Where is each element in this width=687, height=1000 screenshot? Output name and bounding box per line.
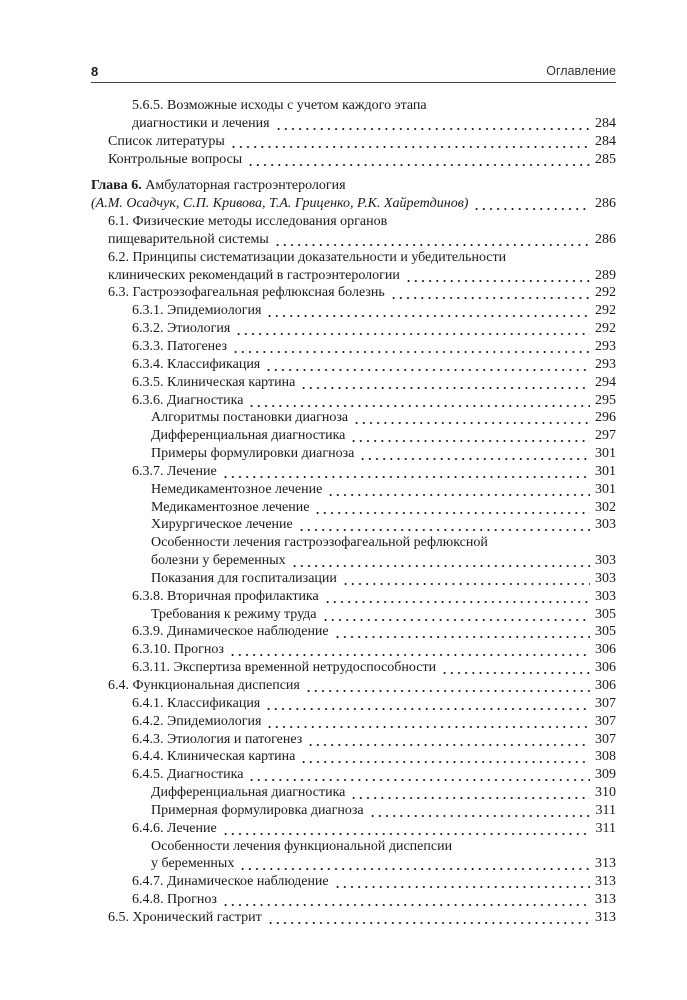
toc-entry-text: 6.3.4. Классификация bbox=[132, 356, 263, 374]
toc-page-number: 313 bbox=[590, 873, 616, 891]
toc-page-number: 307 bbox=[590, 713, 616, 731]
toc-entry-text: Показания для госпитализации bbox=[151, 570, 340, 588]
toc-entry-text: Требования к режиму труда bbox=[151, 606, 320, 624]
dot-leader bbox=[272, 231, 590, 249]
toc-entry-text: 6.3.8. Вторичная профилактика bbox=[132, 588, 322, 606]
dot-leader bbox=[471, 195, 590, 213]
toc-entry-text: 6.3. Гастроэзофагеальная рефлюксная болезнь bbox=[108, 284, 388, 302]
toc-entry[interactable] bbox=[91, 338, 616, 356]
toc-page-number: 309 bbox=[590, 766, 616, 784]
toc-page-number: 293 bbox=[590, 356, 616, 374]
toc-entry-text: 6.4.2. Эпидемиология bbox=[132, 713, 264, 731]
toc-entry-text: клинических рекомендаций в гастроэнтерологии bbox=[108, 267, 403, 285]
toc-entry-text: Примерная формулировка диагноза bbox=[151, 802, 367, 820]
toc-page-number: 289 bbox=[590, 267, 616, 285]
toc-entry[interactable] bbox=[91, 427, 616, 445]
dot-leader bbox=[357, 445, 590, 463]
dot-leader bbox=[312, 499, 590, 517]
toc-entry-text: 6.3.11. Экспертиза временной нетрудоспособности bbox=[132, 659, 439, 677]
toc-entry[interactable] bbox=[91, 873, 616, 891]
toc-page-number: 301 bbox=[590, 445, 616, 463]
dot-leader bbox=[403, 267, 590, 285]
toc-page-number: 310 bbox=[590, 784, 616, 802]
toc-page-number: 292 bbox=[590, 284, 616, 302]
dot-leader bbox=[439, 659, 590, 677]
toc-page-number: 306 bbox=[590, 677, 616, 695]
toc-page-number: 308 bbox=[590, 748, 616, 766]
toc-page-number: 284 bbox=[590, 115, 616, 133]
toc-entry[interactable] bbox=[91, 409, 616, 427]
toc-entry[interactable] bbox=[91, 481, 616, 499]
toc-entry[interactable] bbox=[91, 445, 616, 463]
dot-leader bbox=[320, 606, 590, 624]
toc-entry-text: Алгоритмы постановки диагноза bbox=[151, 409, 351, 427]
toc-entry-text: 6.3.2. Этиология bbox=[132, 320, 233, 338]
toc-entry[interactable] bbox=[91, 748, 616, 766]
toc-entry-text: 6.4.1. Классификация bbox=[132, 695, 263, 713]
dot-leader bbox=[289, 552, 590, 570]
toc-entry-text: Контрольные вопросы bbox=[108, 151, 245, 169]
toc-entry-text: 6.3.9. Динамическое наблюдение bbox=[132, 623, 332, 641]
toc-entry-text: 6.3.6. Диагностика bbox=[132, 392, 246, 410]
toc-page-number: 292 bbox=[590, 320, 616, 338]
toc-entry[interactable] bbox=[91, 463, 616, 481]
toc-entry-text: Примеры формулировки диагноза bbox=[151, 445, 357, 463]
toc-entry-text: болезни у беременных bbox=[151, 552, 289, 570]
toc-page-number: 313 bbox=[590, 891, 616, 909]
dot-leader bbox=[220, 463, 590, 481]
toc-entry[interactable] bbox=[91, 766, 616, 784]
toc-entry-text: 6.4.4. Клиническая картина bbox=[132, 748, 298, 766]
toc-page-number: 303 bbox=[590, 552, 616, 570]
toc-entry-text: диагностики и лечения bbox=[132, 115, 273, 133]
toc-page-number: 305 bbox=[590, 606, 616, 624]
toc-entry[interactable] bbox=[91, 374, 616, 392]
dot-leader bbox=[332, 623, 590, 641]
toc-entry-text: Особенности лечения гастроэзофагеальной рефлюксной bbox=[151, 535, 488, 551]
dot-leader bbox=[263, 356, 590, 374]
chapter-label: Глава 6. bbox=[91, 178, 142, 194]
dot-leader bbox=[367, 802, 590, 820]
toc-page-number: 307 bbox=[590, 731, 616, 749]
toc-page-number: 301 bbox=[590, 463, 616, 481]
toc-entry[interactable] bbox=[91, 516, 616, 534]
toc-entry[interactable] bbox=[91, 133, 616, 151]
toc-entry-text: 5.6.5. Возможные исходы с учетом каждого этапа bbox=[132, 98, 427, 113]
toc-page-number: 303 bbox=[590, 570, 616, 588]
toc-entry-text: 6.3.10. Прогноз bbox=[132, 641, 227, 659]
toc-entry-text: 6.3.5. Клиническая картина bbox=[132, 374, 298, 392]
toc-entry-text: 6.4.6. Лечение bbox=[132, 820, 220, 838]
toc-entry[interactable] bbox=[91, 784, 616, 802]
toc-entry[interactable] bbox=[91, 356, 616, 374]
dot-leader bbox=[305, 731, 590, 749]
toc-entry[interactable] bbox=[91, 213, 616, 249]
toc-entry[interactable] bbox=[91, 284, 616, 302]
dot-leader bbox=[351, 409, 590, 427]
running-title: Оглавление bbox=[546, 64, 616, 78]
dot-leader bbox=[228, 133, 590, 151]
toc-entry-text: 6.4. Функциональная диспепсия bbox=[108, 677, 303, 695]
toc-entry-text: у беременных bbox=[151, 855, 237, 873]
toc-entry[interactable] bbox=[91, 392, 616, 410]
toc-entry[interactable] bbox=[91, 588, 616, 606]
toc-entry[interactable] bbox=[91, 659, 616, 677]
toc-page-number: 303 bbox=[590, 516, 616, 534]
toc-page-number: 285 bbox=[590, 151, 616, 169]
toc-page-number: 311 bbox=[590, 820, 616, 838]
dot-leader bbox=[325, 481, 590, 499]
dot-leader bbox=[296, 516, 590, 534]
toc-entry-text: Медикаментозное лечение bbox=[151, 499, 312, 517]
chapter-authors: (А.М. Осадчук, С.П. Кривова, Т.А. Гриценко, Р.К. Хайретдинов) bbox=[91, 195, 471, 213]
toc-entry[interactable] bbox=[91, 606, 616, 624]
toc-page-number: 302 bbox=[590, 499, 616, 517]
toc-entry[interactable] bbox=[91, 302, 616, 320]
toc-entry-text: Особенности лечения функциональной диспепсии bbox=[151, 838, 453, 854]
dot-leader bbox=[246, 766, 590, 784]
dot-leader bbox=[298, 748, 590, 766]
running-header bbox=[91, 62, 616, 83]
dot-leader bbox=[220, 891, 590, 909]
toc-entry-text: Дифференциальная диагностика bbox=[151, 427, 348, 445]
dot-leader bbox=[264, 302, 590, 320]
toc-entry[interactable] bbox=[91, 534, 616, 570]
dot-leader bbox=[237, 855, 590, 873]
dot-leader bbox=[273, 115, 590, 133]
toc-entry[interactable] bbox=[91, 249, 616, 285]
toc-entry-text: 6.4.5. Диагностика bbox=[132, 766, 246, 784]
dot-leader bbox=[233, 320, 590, 338]
toc-entry-text: Дифференциальная диагностика bbox=[151, 784, 348, 802]
dot-leader bbox=[245, 151, 590, 169]
toc-chapter-entry[interactable] bbox=[91, 177, 616, 213]
toc-entry-text: Хирургическое лечение bbox=[151, 516, 296, 534]
toc-page-number: 301 bbox=[590, 481, 616, 499]
dot-leader bbox=[303, 677, 590, 695]
toc-page-number: 305 bbox=[590, 623, 616, 641]
toc-page-number: 294 bbox=[590, 374, 616, 392]
toc-page-number: 292 bbox=[590, 302, 616, 320]
toc-entry[interactable] bbox=[91, 97, 616, 133]
toc-entry[interactable] bbox=[91, 713, 616, 731]
toc-entry[interactable] bbox=[91, 820, 616, 838]
toc-entry[interactable] bbox=[91, 891, 616, 909]
dot-leader bbox=[265, 909, 590, 927]
page-number: 8 bbox=[91, 64, 99, 79]
dot-leader bbox=[220, 820, 590, 838]
dot-leader bbox=[230, 338, 590, 356]
dot-leader bbox=[227, 641, 590, 659]
dot-leader bbox=[322, 588, 590, 606]
toc-entry-text: 6.4.7. Динамическое наблюдение bbox=[132, 873, 332, 891]
toc-page-number: 313 bbox=[590, 909, 616, 927]
toc-page-number: 295 bbox=[590, 392, 616, 410]
dot-leader bbox=[348, 784, 590, 802]
toc-page-number: 303 bbox=[590, 588, 616, 606]
dot-leader bbox=[348, 427, 590, 445]
toc-page-number: 284 bbox=[590, 133, 616, 151]
toc-entry[interactable] bbox=[91, 838, 616, 874]
toc-entry[interactable] bbox=[91, 802, 616, 820]
toc-entry[interactable] bbox=[91, 151, 616, 169]
toc-page-number: 297 bbox=[590, 427, 616, 445]
toc-entry-text: 6.3.1. Эпидемиология bbox=[132, 302, 264, 320]
toc-entry-text: 6.3.3. Патогенез bbox=[132, 338, 230, 356]
toc-page-number: 306 bbox=[590, 659, 616, 677]
toc-page-number: 313 bbox=[590, 855, 616, 873]
dot-leader bbox=[388, 284, 590, 302]
toc-entry[interactable] bbox=[91, 677, 616, 695]
chapter-title: Амбулаторная гастроэнтерология bbox=[145, 178, 346, 194]
toc-entry-text: 6.5. Хронический гастрит bbox=[108, 909, 265, 927]
dot-leader bbox=[332, 873, 590, 891]
toc-page-number: 306 bbox=[590, 641, 616, 659]
toc-entry-text: Немедикаментозное лечение bbox=[151, 481, 325, 499]
dot-leader bbox=[246, 392, 590, 410]
toc-entry[interactable] bbox=[91, 320, 616, 338]
toc-entry[interactable] bbox=[91, 623, 616, 641]
dot-leader bbox=[263, 695, 590, 713]
toc-entry[interactable] bbox=[91, 909, 616, 927]
toc-page-number: 311 bbox=[590, 802, 616, 820]
toc-entry-text: 6.1. Физические методы исследования органов bbox=[108, 214, 388, 230]
toc-page-number: 286 bbox=[590, 195, 616, 213]
toc-entry-text: 6.4.8. Прогноз bbox=[132, 891, 220, 909]
toc-entry-text: 6.4.3. Этиология и патогенез bbox=[132, 731, 305, 749]
toc-entry[interactable] bbox=[91, 641, 616, 659]
toc-page-number: 286 bbox=[590, 231, 616, 249]
toc-entry-text: 6.2. Принципы систематизации доказательности и убедительности bbox=[108, 249, 507, 265]
table-of-contents bbox=[91, 97, 616, 927]
toc-entry-text: пищеварительной системы bbox=[108, 231, 272, 249]
toc-page-number: 296 bbox=[590, 409, 616, 427]
toc-entry[interactable] bbox=[91, 499, 616, 517]
toc-entry-text: 6.3.7. Лечение bbox=[132, 463, 220, 481]
toc-page-number: 293 bbox=[590, 338, 616, 356]
dot-leader bbox=[298, 374, 590, 392]
toc-entry-text: Список литературы bbox=[108, 133, 228, 151]
toc-entry[interactable] bbox=[91, 695, 616, 713]
toc-entry[interactable] bbox=[91, 570, 616, 588]
dot-leader bbox=[340, 570, 590, 588]
toc-page-number: 307 bbox=[590, 695, 616, 713]
dot-leader bbox=[264, 713, 590, 731]
toc-entry[interactable] bbox=[91, 731, 616, 749]
